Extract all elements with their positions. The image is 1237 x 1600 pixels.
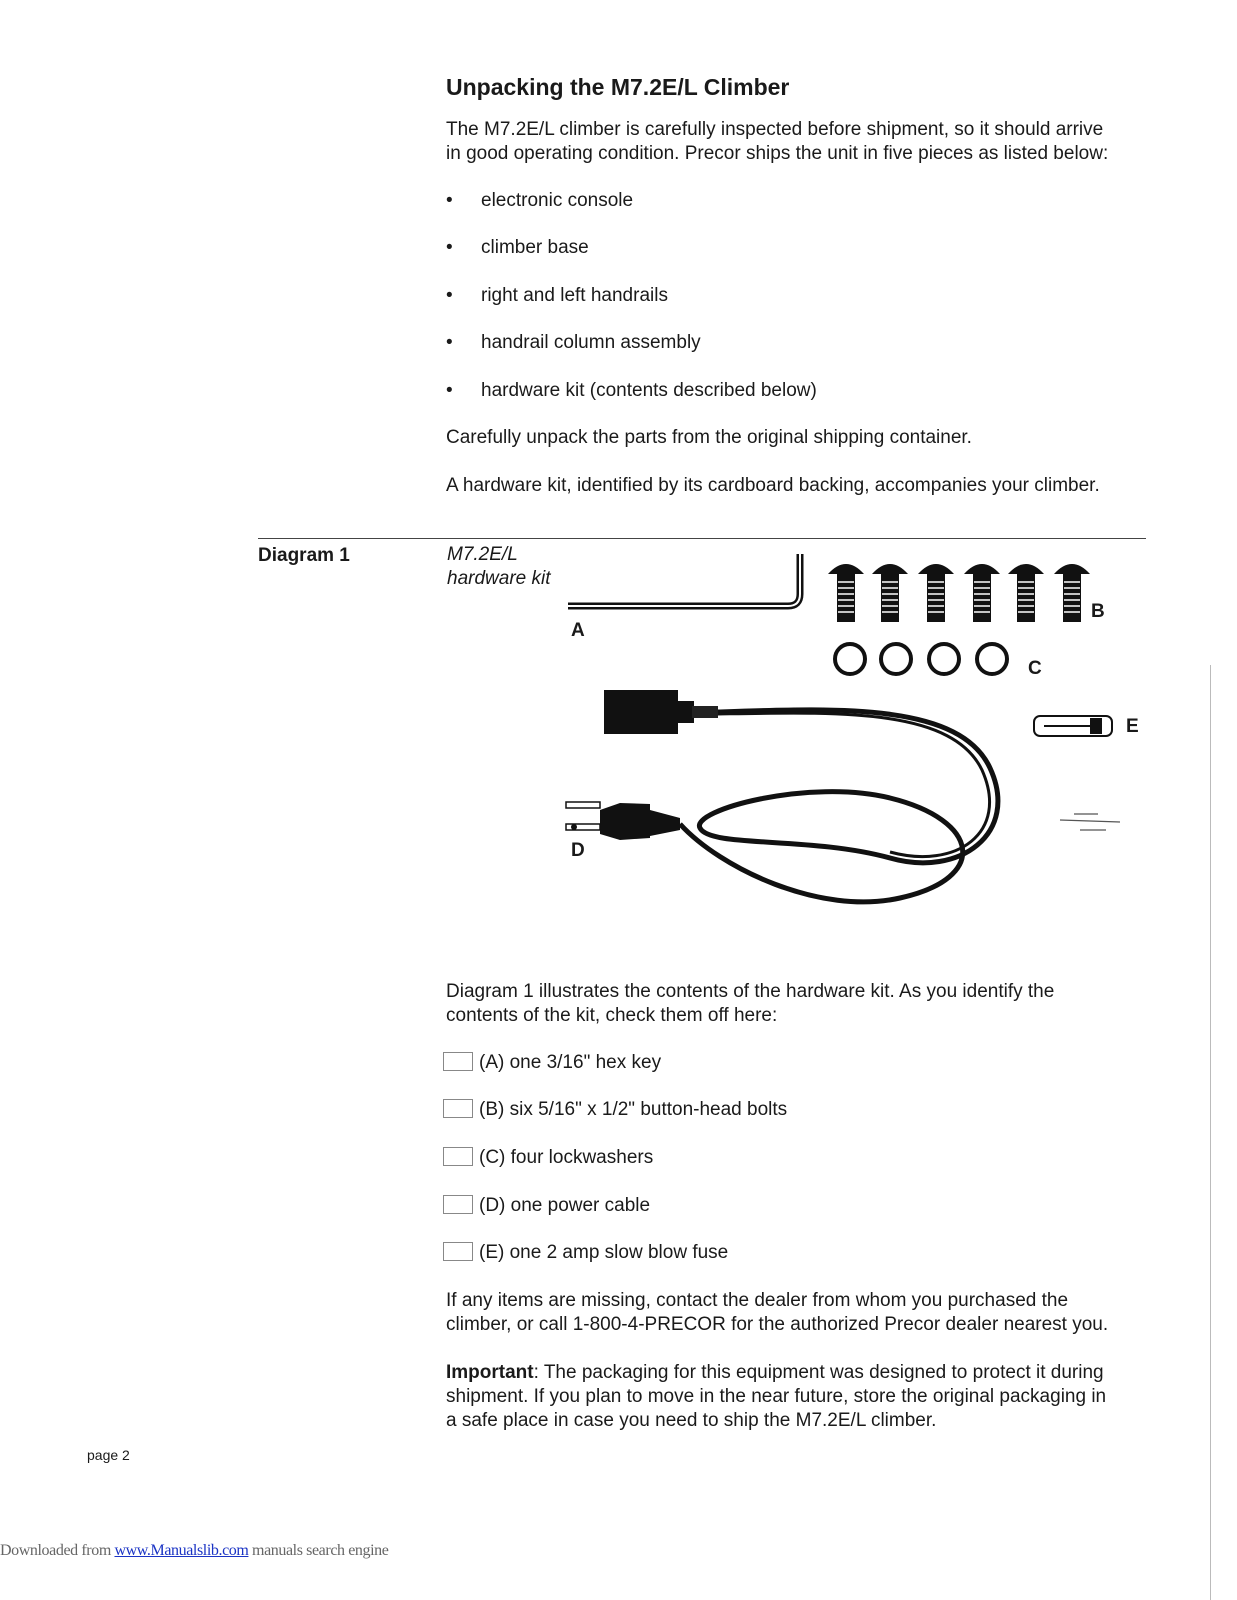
important-line-3: a safe place in case you need to ship the M7.2E/L climber. bbox=[446, 1410, 937, 1431]
list-item-text: hardware kit (contents described below) bbox=[481, 380, 817, 401]
missing-line-1: If any items are missing, contact the dealer from whom you purchased the bbox=[446, 1290, 1069, 1311]
checklist-item-label: (D) one power cable bbox=[479, 1195, 651, 1216]
important-line-1 bbox=[446, 1361, 1166, 1385]
list-item bbox=[446, 379, 817, 403]
checklist-item-label: (C) four lockwashers bbox=[479, 1147, 654, 1168]
bullet-icon: • bbox=[446, 332, 453, 353]
diagram-title-line-1: M7.2E/L bbox=[447, 544, 518, 565]
kit-note: A hardware kit, identified by its cardboard backing, accompanies your climber. bbox=[446, 475, 1100, 496]
list-item bbox=[446, 236, 589, 260]
diagram-label: Diagram 1 bbox=[258, 545, 350, 566]
checkbox[interactable] bbox=[443, 1099, 473, 1118]
checklist-item bbox=[443, 1146, 653, 1170]
checklist-item bbox=[443, 1194, 650, 1218]
page-title: Unpacking the M7.2E/L Climber bbox=[446, 74, 790, 100]
intro-line-1: The M7.2E/L climber is carefully inspected before shipment, so it should arrive bbox=[446, 119, 1104, 140]
checkbox[interactable] bbox=[443, 1147, 473, 1166]
checkbox[interactable] bbox=[443, 1052, 473, 1071]
important-label: Important bbox=[446, 1362, 534, 1383]
hardware-kit-diagram bbox=[560, 548, 1140, 928]
section-divider bbox=[258, 538, 1146, 539]
diagram-intro-line-1: Diagram 1 illustrates the contents of the hardware kit. As you identify the bbox=[446, 981, 1055, 1002]
important-text: : The packaging for this equipment was designed to protect it during bbox=[533, 1362, 1104, 1383]
scan-mark bbox=[1060, 814, 1120, 830]
part-label-d: D bbox=[571, 840, 585, 861]
download-footer bbox=[0, 1542, 388, 1560]
part-label-b: B bbox=[1091, 601, 1105, 622]
bullet-icon: • bbox=[446, 237, 453, 258]
list-item bbox=[446, 331, 701, 355]
bolts-icon bbox=[828, 564, 1090, 622]
list-item-text: handrail column assembly bbox=[481, 332, 701, 353]
list-item-text: climber base bbox=[481, 237, 589, 258]
unpack-note: Carefully unpack the parts from the original shipping container. bbox=[446, 427, 972, 448]
part-label-a: A bbox=[571, 620, 585, 641]
lockwashers-icon bbox=[835, 644, 1007, 674]
checklist-item-label: (B) six 5/16" x 1/2" button-head bolts bbox=[479, 1099, 788, 1120]
diagram-intro-line-2: contents of the kit, check them off here: bbox=[446, 1005, 778, 1026]
intro-line-2: in good operating condition. Precor ships the unit in five pieces as listed below: bbox=[446, 143, 1109, 164]
page-number: page 2 bbox=[87, 1447, 130, 1463]
bullet-icon: • bbox=[446, 190, 453, 211]
hex-key-icon bbox=[568, 554, 800, 606]
important-line-2: shipment. If you plan to move in the near future, store the original packaging in bbox=[446, 1386, 1107, 1407]
diagram-title-line-2: hardware kit bbox=[447, 568, 551, 589]
checklist-item bbox=[443, 1241, 728, 1265]
missing-line-2: climber, or call 1-800-4-PRECOR for the authorized Precor dealer nearest you. bbox=[446, 1314, 1109, 1335]
part-label-e: E bbox=[1126, 716, 1139, 737]
scan-edge-line bbox=[1210, 665, 1211, 1600]
checklist-item-label: (A) one 3/16" hex key bbox=[479, 1052, 662, 1073]
part-label-c: C bbox=[1028, 658, 1042, 679]
footer-prefix: Downloaded from bbox=[0, 1542, 115, 1559]
checkbox[interactable] bbox=[443, 1242, 473, 1261]
checklist-item bbox=[443, 1098, 787, 1122]
list-item bbox=[446, 284, 668, 308]
bullet-icon: • bbox=[446, 380, 453, 401]
checkbox[interactable] bbox=[443, 1195, 473, 1214]
checklist-item-label: (E) one 2 amp slow blow fuse bbox=[479, 1242, 729, 1263]
diagram-title bbox=[447, 543, 551, 591]
list-item-text: right and left handrails bbox=[481, 285, 668, 306]
manualslib-link[interactable]: www.Manualslib.com bbox=[114, 1542, 249, 1559]
list-item-text: electronic console bbox=[481, 190, 634, 211]
footer-suffix: manuals search engine bbox=[248, 1542, 389, 1559]
power-cable-icon bbox=[566, 690, 998, 902]
checklist-item bbox=[443, 1051, 661, 1075]
bullet-icon: • bbox=[446, 285, 453, 306]
fuse-icon bbox=[1034, 716, 1112, 736]
list-item bbox=[446, 189, 633, 213]
